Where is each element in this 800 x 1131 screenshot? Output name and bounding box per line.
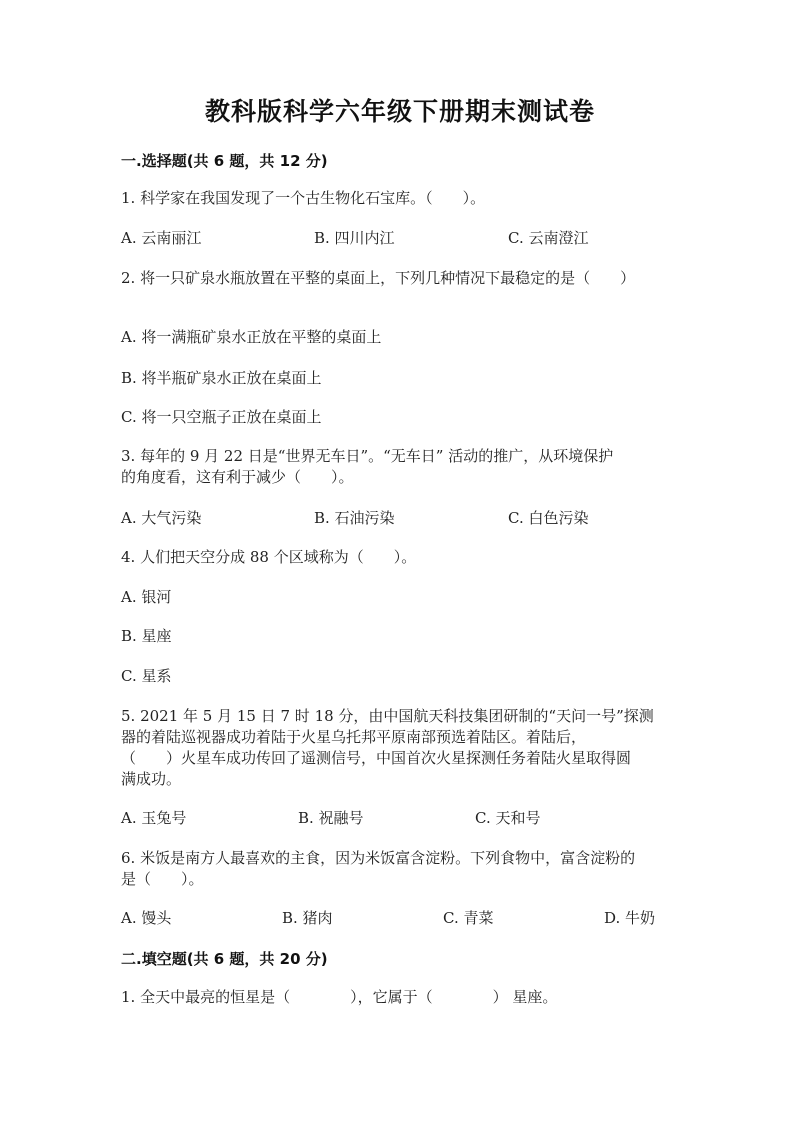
question-1-option-b: B. 四川内江: [314, 229, 395, 247]
question-5-option-a: A. 玉兔号: [121, 809, 187, 827]
question-3-line-2: 的角度看，这有利于减少（ ）。: [121, 468, 354, 486]
question-6-option-a: A. 馒头: [121, 909, 172, 927]
question-6-option-b: B. 猪肉: [282, 909, 333, 927]
question-5-line-1: 5. 2021 年 5 月 15 日 7 时 18 分，由中国航天科技集团研制的“天问一号”探测: [121, 707, 654, 725]
question-1-option-a: A. 云南丽江: [121, 229, 202, 247]
question-4-option-b: B. 星座: [121, 627, 172, 645]
question-5-line-2: 器的着陆巡视器成功着陆于火星乌托邦平原南部预选着陆区。着陆后，: [121, 728, 587, 746]
question-3-line-1: 3. 每年的 9 月 22 日是“世界无车日”。“无车日” 活动的推广，从环境保护: [121, 447, 614, 465]
question-4-text: 4. 人们把天空分成 88 个区域称为（ ）。: [121, 548, 417, 566]
question-6-option-d: D. 牛奶: [604, 909, 656, 927]
question-4-option-c: C. 星系: [121, 667, 172, 685]
section-heading-fill-blank: 二.填空题(共 6 题，共 20 分): [121, 950, 328, 968]
question-2-option-c: C. 将一只空瓶子正放在桌面上: [121, 408, 322, 426]
question-6-line-1: 6. 米饭是南方人最喜欢的主食，因为米饭富含淀粉。下列食物中，富含淀粉的: [121, 849, 636, 867]
question-5-text: [121, 706, 681, 790]
question-1-option-c: C. 云南澄江: [508, 229, 589, 247]
question-2-option-a: A. 将一满瓶矿泉水正放在平整的桌面上: [121, 328, 382, 346]
question-6-line-2: 是（ ）。: [121, 870, 204, 888]
question-6-text: [121, 848, 681, 890]
fill-question-1-text: 1. 全天中最亮的恒星是（ ），它属于（ ） 星座。: [121, 988, 558, 1006]
question-5-line-3: （ ）火星车成功传回了遥测信号，中国首次火星探测任务着陆火星取得圆: [121, 749, 632, 767]
question-2-text: 2. 将一只矿泉水瓶放置在平整的桌面上，下列几种情况下最稳定的是（ ）: [121, 269, 636, 287]
question-6-option-c: C. 青菜: [443, 909, 494, 927]
section-heading-choice: 一.选择题(共 6 题，共 12 分): [121, 152, 328, 170]
question-2-option-b: B. 将半瓶矿泉水正放在桌面上: [121, 369, 322, 387]
question-3-option-a: A. 大气污染: [121, 509, 202, 527]
question-3-text: [121, 446, 681, 488]
question-5-option-c: C. 天和号: [475, 809, 541, 827]
page-title: 教科版科学六年级下册期末测试卷: [204, 97, 595, 126]
question-3-option-c: C. 白色污染: [508, 509, 589, 527]
question-5-option-b: B. 祝融号: [298, 809, 364, 827]
question-5-line-4: 满成功。: [121, 770, 182, 788]
question-3-option-b: B. 石油污染: [314, 509, 395, 527]
question-1-text: 1. 科学家在我国发现了一个古生物化石宝库。（ ）。: [121, 189, 486, 207]
question-4-option-a: A. 银河: [121, 588, 172, 606]
